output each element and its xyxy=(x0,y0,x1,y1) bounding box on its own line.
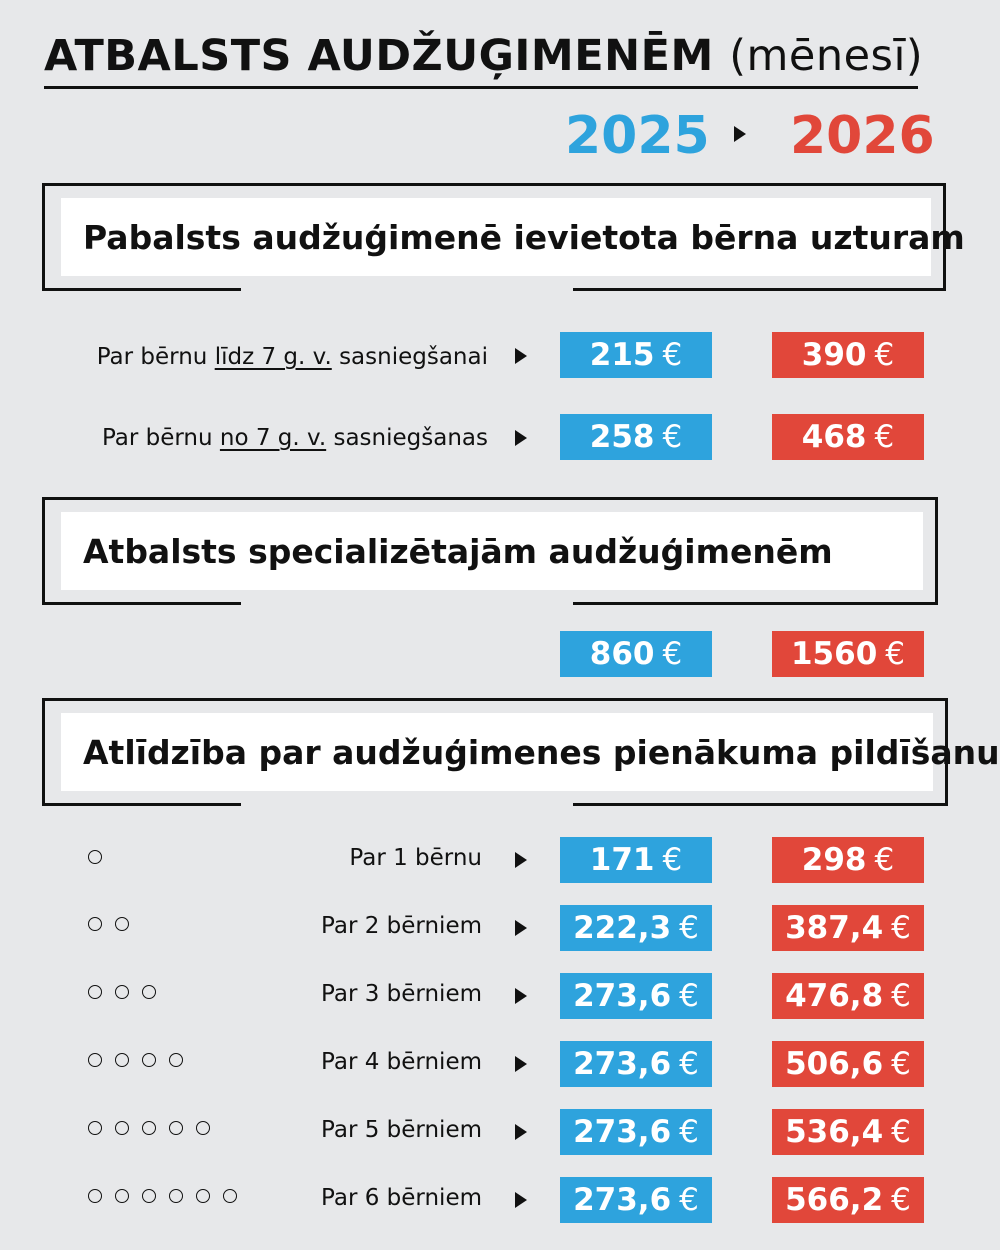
section-title: Atlīdzība par audžuģimenes pienākuma pildīšanu xyxy=(83,732,1000,772)
child-count-dots xyxy=(88,1189,237,1209)
arrow-right-icon xyxy=(515,348,527,364)
row-label-from-7: Par bērnu no 7 g. v. sasniegšanas xyxy=(101,425,488,451)
section-specialized-families xyxy=(42,497,938,605)
child-circle-icon xyxy=(115,985,129,999)
title-main: ATBALSTS AUDŽUĢIMENĒM xyxy=(44,31,714,81)
child-circle-icon xyxy=(196,1189,210,1203)
row-label: Par 1 bērnu xyxy=(349,845,482,871)
arrow-right-icon xyxy=(515,988,527,1004)
row-label-under-7: Par bērnu līdz 7 g. v. sasniegšanai xyxy=(96,344,488,370)
child-circle-icon xyxy=(88,917,102,931)
value-2026: 1560 € xyxy=(772,631,924,677)
value-2025: 222,3 € xyxy=(560,905,712,951)
arrow-right-icon xyxy=(515,1124,527,1140)
title-suffix: (mēnesī) xyxy=(729,31,924,81)
row-label: Par 4 bērniem xyxy=(321,1049,482,1075)
child-count-dots xyxy=(88,850,102,870)
child-circle-icon xyxy=(169,1053,183,1067)
child-circle-icon xyxy=(142,985,156,999)
arrow-right-icon xyxy=(515,1192,527,1208)
child-count-dots xyxy=(88,1121,210,1141)
child-circle-icon xyxy=(115,1053,129,1067)
child-circle-icon xyxy=(88,1121,102,1135)
value-2026: 536,4 € xyxy=(772,1109,924,1155)
value-2026: 506,6 € xyxy=(772,1041,924,1087)
child-circle-icon xyxy=(142,1189,156,1203)
child-count-dots xyxy=(88,985,156,1005)
page-title xyxy=(44,26,923,86)
year-2026: 2026 xyxy=(790,106,935,166)
child-circle-icon xyxy=(115,917,129,931)
value-2025: 273,6 € xyxy=(560,1177,712,1223)
year-2025: 2025 xyxy=(565,106,710,166)
child-count-dots xyxy=(88,1053,183,1073)
arrow-right-icon xyxy=(515,920,527,936)
child-circle-icon xyxy=(169,1189,183,1203)
value-2026: 476,8 € xyxy=(772,973,924,1019)
value-2025: 171 € xyxy=(560,837,712,883)
value-2026: 566,2 € xyxy=(772,1177,924,1223)
section-title: Atbalsts specializētajām audžuģimenēm xyxy=(83,531,833,571)
child-circle-icon xyxy=(115,1189,129,1203)
child-circle-icon xyxy=(196,1121,210,1135)
child-circle-icon xyxy=(223,1189,237,1203)
row-label: Par 6 bērniem xyxy=(321,1185,482,1211)
row-label: Par 5 bērniem xyxy=(321,1117,482,1143)
value-2025: 258 € xyxy=(560,414,712,460)
child-circle-icon xyxy=(115,1121,129,1135)
row-label: Par 3 bērniem xyxy=(321,981,482,1007)
value-2026: 468 € xyxy=(772,414,924,460)
arrow-right-icon xyxy=(515,1056,527,1072)
row-label: Par 2 bērniem xyxy=(321,913,482,939)
child-circle-icon xyxy=(88,850,102,864)
arrow-right-icon xyxy=(515,430,527,446)
value-2026: 298 € xyxy=(772,837,924,883)
child-circle-icon xyxy=(142,1053,156,1067)
child-circle-icon xyxy=(169,1121,183,1135)
value-2025: 273,6 € xyxy=(560,1041,712,1087)
value-2026: 387,4 € xyxy=(772,905,924,951)
arrow-right-icon xyxy=(734,126,746,142)
title-underline xyxy=(44,86,918,89)
value-2025: 273,6 € xyxy=(560,1109,712,1155)
arrow-right-icon xyxy=(515,852,527,868)
value-2026: 390 € xyxy=(772,332,924,378)
value-2025: 273,6 € xyxy=(560,973,712,1019)
section-title: Pabalsts audžuģimenē ievietota bērna uzturam xyxy=(83,217,965,257)
section-child-maintenance xyxy=(42,183,965,291)
child-count-dots xyxy=(88,917,129,937)
child-circle-icon xyxy=(88,1189,102,1203)
child-circle-icon xyxy=(88,1053,102,1067)
child-circle-icon xyxy=(88,985,102,999)
value-2025: 215 € xyxy=(560,332,712,378)
section-remuneration xyxy=(42,698,1000,806)
value-2025: 860 € xyxy=(560,631,712,677)
child-circle-icon xyxy=(142,1121,156,1135)
